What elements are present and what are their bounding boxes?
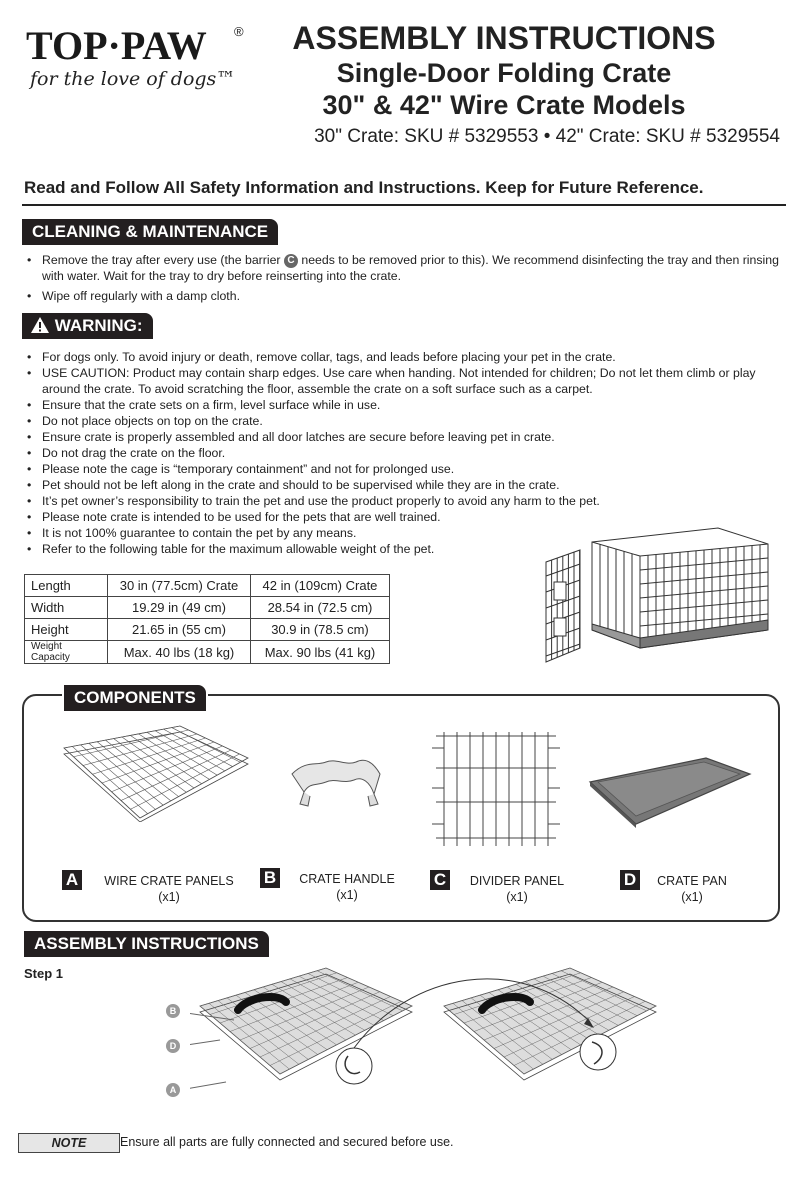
warning-item: • It’s pet owner’s responsibility to train the pet and use the product properly to avoid any harm to the pet. — [24, 493, 784, 509]
cleaning-list — [24, 252, 784, 304]
warning-item: • For dogs only. To avoid injury or death, remove collar, tags, and leads before placing your pet in the crate. — [24, 349, 784, 365]
barrier-c-badge: C — [284, 254, 298, 268]
assembly-section — [24, 931, 269, 957]
component-qty: (x1) — [158, 890, 180, 904]
table-cell: 28.54 in (72.5 cm) — [250, 597, 389, 619]
component-qty: (x1) — [681, 890, 703, 904]
table-cell: 30 in (77.5cm) Crate — [108, 575, 251, 597]
dimensions-table — [24, 574, 390, 664]
table-cell: 21.65 in (55 cm) — [108, 619, 251, 641]
component-qty: (x1) — [336, 888, 358, 902]
warning-item: • Do not place objects on top on the crate. — [24, 413, 784, 429]
brand-logo: TOP·PAW — [26, 23, 207, 68]
warning-section — [22, 313, 153, 339]
table-row — [25, 597, 390, 619]
warning-item: • Do not drag the crate on the floor. — [24, 445, 784, 461]
brand-tagline: for the love of dogs™ — [30, 68, 236, 90]
component-name: WIRE CRATE PANELS — [104, 874, 234, 888]
component-qty: (x1) — [506, 890, 528, 904]
component-letter-badge: D — [620, 870, 640, 890]
note-label: NOTE — [18, 1133, 120, 1153]
table-row — [25, 641, 390, 664]
assembly-heading: ASSEMBLY INSTRUCTIONS — [24, 931, 269, 957]
table-row — [25, 619, 390, 641]
row-label-cell: Height — [25, 619, 108, 641]
crate-pan-illustration — [586, 754, 754, 828]
list-item — [24, 252, 784, 284]
warning-heading-band — [22, 313, 153, 339]
sku-line: 30" Crate: SKU # 5329553 • 42" Crate: SKU # 5329554 — [314, 126, 780, 147]
warning-item: • Ensure that the crate sets on a firm, level surface while in use. — [24, 397, 784, 413]
components-heading-wrap — [62, 685, 208, 711]
callout-b: B — [166, 1004, 180, 1018]
cleaning-section — [22, 219, 278, 245]
warning-item: • Pet should not be left along in the crate and should to be supervised while they are in the crate. — [24, 477, 784, 493]
step-label: Step 1 — [24, 966, 64, 981]
step1-illustration — [190, 962, 670, 1118]
callout-d: D — [166, 1039, 180, 1053]
components-heading: COMPONENTS — [64, 685, 206, 711]
table-cell: Max. 40 lbs (18 kg) — [108, 641, 251, 664]
crate-handle-illustration — [286, 752, 386, 812]
warning-item: • USE CAUTION: Product may contain sharp edges. Use care when handing. Not intended for children; Do not let them climb or play around the crate. To avoid scratching the floor, assemble the crate on a soft surface such as a carpet. — [24, 365, 784, 397]
table-cell: Max. 90 lbs (41 kg) — [250, 641, 389, 664]
component-name: DIVIDER PANEL — [469, 874, 565, 888]
component-letter-badge: A — [62, 870, 82, 890]
title-line-2: Single-Door Folding Crate — [336, 58, 672, 88]
cleaning-item1-pre: Remove the tray after every use (the barrier — [42, 253, 281, 267]
row-label-cell: Length — [25, 575, 108, 597]
warning-item: • Refer to the following table for the maximum allowable weight of the pet. — [24, 541, 784, 557]
title-line-1: ASSEMBLY INSTRUCTIONS — [292, 20, 716, 56]
row-label-cell: Weight Capacity — [25, 641, 108, 664]
cleaning-heading: CLEANING & MAINTENANCE — [22, 219, 278, 245]
warning-heading: WARNING: — [54, 316, 143, 335]
wire-panels-illustration — [60, 722, 252, 822]
component-letter-badge: B — [260, 868, 280, 888]
component-letter-badge: C — [430, 870, 450, 890]
list-item: • Wipe off regularly with a damp cloth. — [24, 288, 784, 304]
warning-triangle-icon — [30, 316, 50, 334]
warning-item: • Ensure crate is properly assembled and all door latches are secure before leaving pet in crate. — [24, 429, 784, 445]
assembled-crate-illustration — [540, 520, 772, 670]
title-line-3: 30" & 42" Wire Crate Models — [322, 90, 686, 120]
divider-rule — [22, 204, 786, 206]
table-cell: 19.29 in (49 cm) — [108, 597, 251, 619]
safety-notice: Read and Follow All Safety Information and Instructions. Keep for Future Reference. — [24, 178, 704, 197]
component-name: CRATE PAN — [657, 874, 727, 888]
callout-a: A — [166, 1083, 180, 1097]
note-text: Ensure all parts are fully connected and secured before use. — [120, 1135, 454, 1149]
row-label-cell: Width — [25, 597, 108, 619]
table-row — [25, 575, 390, 597]
warning-item: • It is not 100% guarantee to contain the pet by any means. — [24, 525, 784, 541]
cleaning-item1-post: needs to be removed prior to this). We recommend disinfecting the tray and then rinsing with water. Wait for the tray to dry before reinserting into the crate. — [42, 253, 779, 283]
table-cell: 42 in (109cm) Crate — [250, 575, 389, 597]
warning-item: • Please note crate is intended to be used for the pets that are well trained. — [24, 509, 784, 525]
table-cell: 30.9 in (78.5 cm) — [250, 619, 389, 641]
component-name: CRATE HANDLE — [299, 872, 395, 886]
registered-mark: ® — [234, 24, 244, 39]
warning-item: • Please note the cage is “temporary containment” and not for prolonged use. — [24, 461, 784, 477]
divider-panel-illustration — [432, 728, 560, 850]
